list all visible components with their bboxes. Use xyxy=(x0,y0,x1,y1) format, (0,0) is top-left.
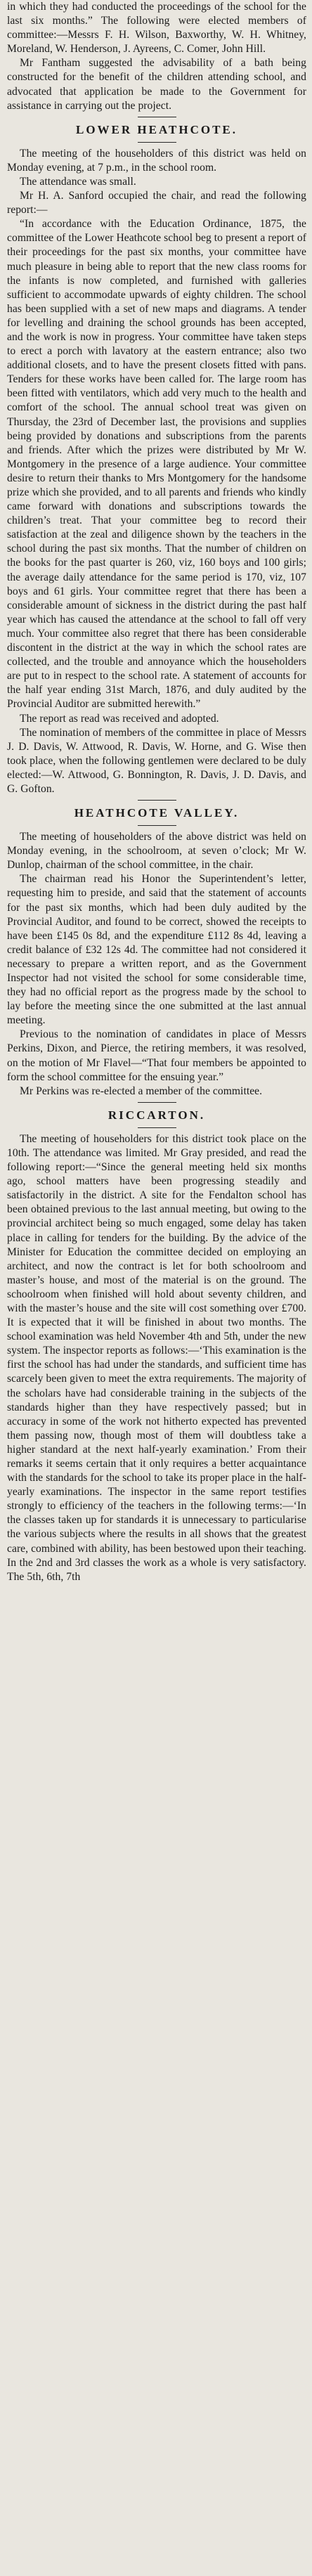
article-paragraph: The meeting of householders for this district took place on the 10th. The attendance was limited. Mr Gray presided, and read the following report:—“Since the general meeting held six months ago, school matters have been progressing steadily and satisfactorily in the district. A site for the Fendalton school has been obtained previous to the last annual meeting, but owing to the provincial architect being so much engaged, some delay has taken place in calling for tenders for the building. By the advice of the Minister for Education the committee decided on employing an architect, and now the contract is let for both schoolroom and master’s house, and most of the material is on the ground. The schoolroom when finished will hold about seventy children, and with the master’s house and the site will cost something over £700. It is expected that it will be finished in about two months. The school examination was held November 4th and 5th, under the new system. The inspector reports as follows:—‘This examination is the first the school has had under the standards, and sufficient time has scarcely been given to meet the extra requirements. The majority of the scholars have had considerable training in the subjects of the standards higher than they have respectively passed; but in accuracy in some of the work not hitherto expected has prevented them passing now, though most of them will doubtless take a higher standard at the next half-yearly examination.’ From their remarks it seems certain that it only requires a better acquaintance with the standards for the school to take its proper place in the half-yearly examinations. The inspector in the same report testifies strongly to efficiency of the teachers in the following terms:—‘In the classes taken up for standards it is unnecessary to particularise the various subjects where the results in all shows that the greatest care, combined with ability, has been bestowed upon their teaching. In the 2nd and 3rd classes the work as a whole is very satisfactory. The 5th, 6th, 7th xyxy=(7,1132,306,1583)
heading-rule xyxy=(138,142,176,143)
article-paragraph: Mr H. A. Sanford occupied the chair, and read the following report:— xyxy=(7,190,306,216)
heading-rule xyxy=(138,825,176,826)
intro-section xyxy=(7,0,306,113)
article-paragraph: The report as read was received and adopted. xyxy=(20,712,219,725)
article-paragraph: The nomination of members of the committee in place of Messrs J. D. Davis, W. Attwood, R. Davis, W. Horne, and G. Wise then took place, when the following gentlemen were declared to be duly elected:—W. Attwood, G. Bonnington, R. Davis, J. D. Davis, and G. Gofton. xyxy=(7,726,306,795)
riccarton-section xyxy=(7,1107,306,1584)
lower-heathcote-section xyxy=(7,122,306,796)
article-paragraph: Previous to the nomination of candidates in place of Messrs Perkins, Dixon, and Pierce, the retiring members, it was resolved, on the motion of Mr Flavel—“That four members be appointed to form the school committee for the ensuing year.” xyxy=(7,1028,306,1083)
report-paragraph: “In accordance with the Education Ordinance, 1875, the committee of the Lower Heathcote school beg to present a report of their proceedings for the past six months, your committee have much pleasure in being able to report that the new class rooms for the infants is now completed, and furnished with galleries sufficient to accommodate upwards of eighty children. The school has been supplied with a set of new maps and diagrams. A tender for levelling and draining the school grounds has been accepted, and the work is now in progress. Your committee have taken steps to erect a porch with lavatory at the eastern entrance; also two additional closets, and to have the present closets fitted with pans. Tenders for these works have been called for. The large room has been fitted with ventilators, which add very much to the health and comfort of the school. The annual school treat was given on Thursday, the 23rd of December last, the provisions and supplies being provided by donations and subscriptions from the parents and friends. After which the prizes were distributed by Mr W. Montgomery in the presence of a large audience. Your committee desire to return their thanks to Mrs Montgomery for the handsome prize which she provided, and to all parents and friends who kindly came forward with donations and subscriptions towards the children’s treat. That your committee beg to record their satisfaction at the zeal and diligence shown by the teachers in the school during the past six months. That the number of children on the books for the past quarter is 260, viz, 160 boys and 100 girls; the average daily attendance for the same period is 170, viz, 107 boys and 61 girls. Your committee regret that there has been a considerable amount of sickness in the district during the past half year which has caused the attendance at the school to fall off very much. Your committee also regret that there has been considerable discontent in the district at the way in which the school rates are collected, and the trouble and annoyance which the householders are put to in respect to the school rate. A statement of accounts for the half year ending 31st March, 1876, and duly audited by the Provincial Auditor are submitted herewith.” xyxy=(7,218,306,711)
section-divider xyxy=(138,1102,176,1103)
article-paragraph: The meeting of householders of the above district was held on Monday evening, in the schoolroom, at seven o’clock; Mr W. Dunlop, chairman of the school committee, in the chair. xyxy=(7,831,306,872)
section-divider xyxy=(138,800,176,801)
section-heading: LOWER HEATHCOTE. xyxy=(76,122,238,136)
article-paragraph: Mr Perkins was re-elected a member of the committee. xyxy=(20,1085,263,1097)
article-paragraph: The attendance was small. xyxy=(20,175,136,188)
article-paragraph: The chairman read his Honor the Superintendent’s letter, requesting him to preside, and said that the statement of accounts for the past six months, which had been duly audited by the Provincial Auditor, and found to be correct, showed the receipts to have been £145 0s 8d, and the expenditure £112 8s 4d, leaving a credit balance of £32 12s 4d. The committee had not considered it necessary to prepare a written report, and as the Government Inspector had not visited the school for some considerable time, they had no official report as the progress made by the school to lay before the meeting since the one submitted at the last annual meeting. xyxy=(7,873,306,1027)
heathcote-valley-section xyxy=(7,805,306,1099)
intro-paragraph-2: Mr Fantham suggested the advisability of a bath being constructed for the benefit of the children attending school, and advocated that application be made to the Government for assistance in carrying out the project. xyxy=(7,57,306,112)
intro-paragraph-1: in which they had conducted the proceedings of the school for the last six months.” The following were elected members of committee:—Messrs F. H. Wilson, Baxworthy, W. H. Whitney, Moreland, W. Henderson, J. Ayreens, C. Comer, John Hill. xyxy=(7,1,306,56)
section-heading: HEATHCOTE VALLEY. xyxy=(74,806,240,820)
section-heading: RICCARTON. xyxy=(108,1108,206,1122)
heading-rule xyxy=(138,1127,176,1128)
article-paragraph: The meeting of the householders of this district was held on Monday evening, at 7 p.m., in the school room. xyxy=(7,147,306,174)
